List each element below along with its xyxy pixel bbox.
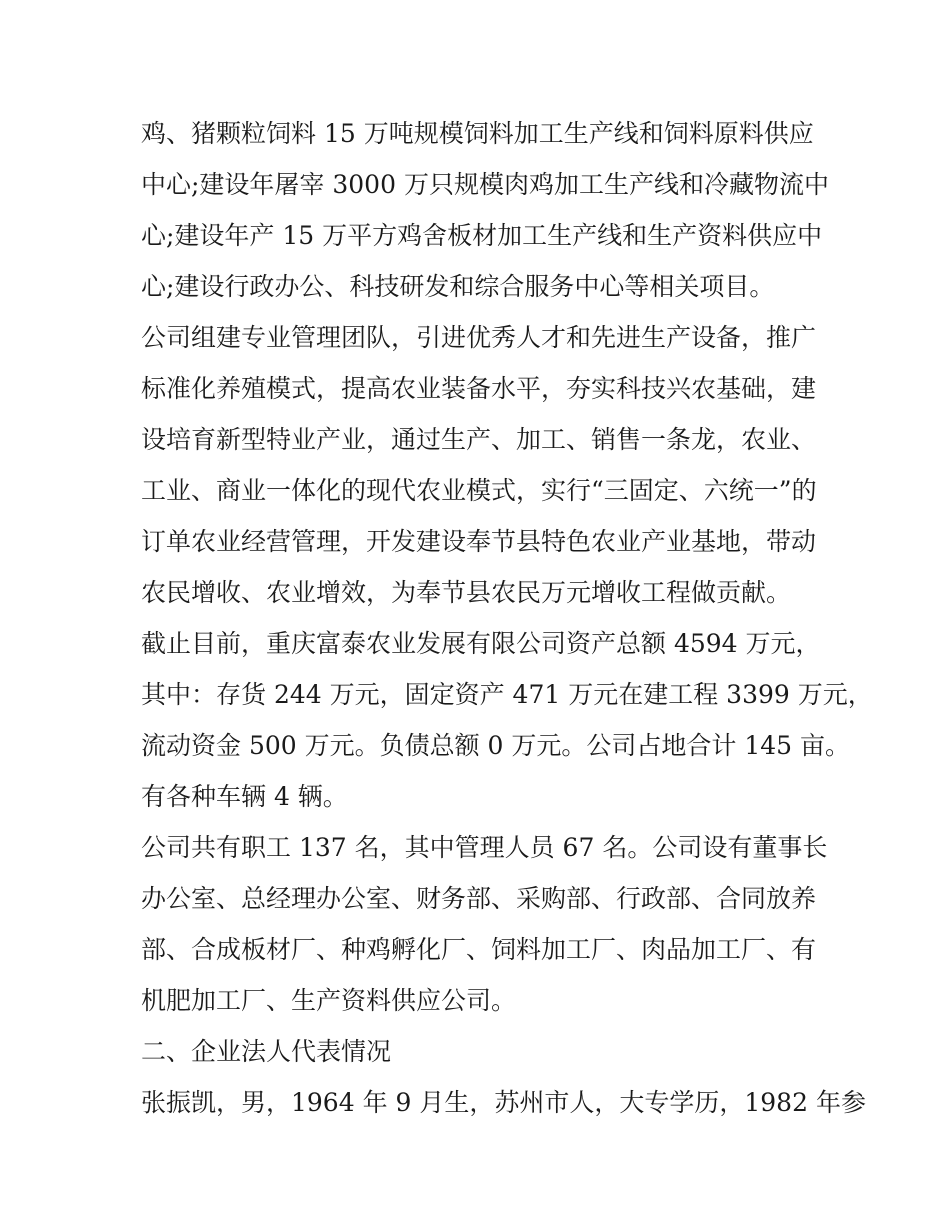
document-body [141,108,873,1128]
text-line: 工业、商业一体化的现代农业模式，实行“三固定、六统一”的 [141,476,817,505]
text-line: 公司共有职工 137 名，其中管理人员 67 名。公司设有董事长 [141,833,828,862]
text-line: 鸡、猪颗粒饲料 15 万吨规模饲料加工生产线和饲料原料供应 [141,119,814,148]
text-line: 张振凯，男，1964 年 9 月生，苏州市人，大专学历，1982 年参 [141,1088,866,1117]
text-line: 农民增收、农业增效，为奉节县农民万元增收工程做贡献。 [141,578,792,607]
text-line: 公司组建专业管理团队，引进优秀人才和先进生产设备，推广 [141,323,817,352]
text-line: 中心;建设年屠宰 3000 万只规模肉鸡加工生产线和冷藏物流中 [141,170,829,199]
text-line: 心;建设年产 15 万平方鸡舍板材加工生产线和生产资料供应中 [141,221,823,250]
section-heading: 二、企业法人代表情况 [141,1037,392,1066]
text-line: 设培育新型特业产业，通过生产、加工、销售一条龙，农业、 [141,425,817,454]
text-line: 标准化养殖模式，提高农业装备水平，夯实科技兴农基础，建 [141,374,817,403]
text-line: 机肥加工厂、生产资料供应公司。 [141,986,517,1015]
text-line: 流动资金 500 万元。负债总额 0 万元。公司占地合计 145 亩。 [141,731,851,760]
text-line: 其中：存货 244 万元，固定资产 471 万元在建工程 3399 万元， [141,680,873,709]
text-line: 心;建设行政办公、科技研发和综合服务中心等相关项目。 [141,272,775,301]
text-line: 截止目前，重庆富泰农业发展有限公司资产总额 4594 万元， [141,629,821,658]
text-line: 订单农业经营管理，开发建设奉节县特色农业产业基地，带动 [141,527,817,556]
text-line: 办公室、总经理办公室、财务部、采购部、行政部、合同放养 [141,884,817,913]
text-line: 有各种车辆 4 辆。 [141,782,348,811]
text-line: 部、合成板材厂、种鸡孵化厂、饲料加工厂、肉品加工厂、有 [141,935,817,964]
